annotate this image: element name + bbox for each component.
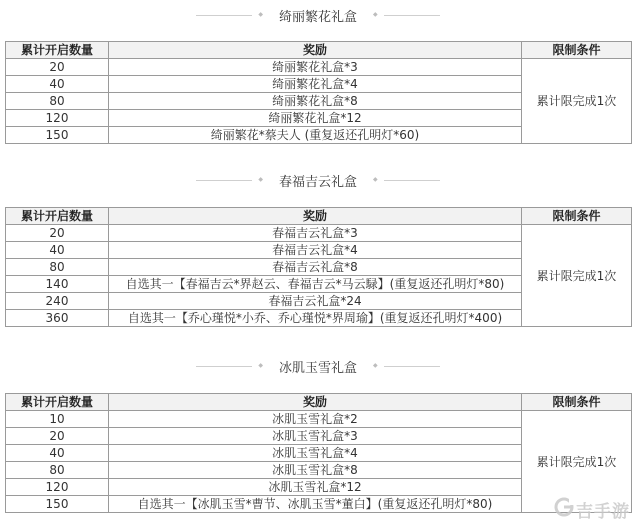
reward-table-1 bbox=[5, 41, 632, 144]
count-cell: 360 bbox=[6, 310, 109, 327]
reward-cell: 自选其一【乔心瑾悦*小乔、乔心瑾悦*界周瑜】(重复返还孔明灯*400) bbox=[109, 310, 522, 327]
section-title-2 bbox=[0, 167, 636, 193]
reward-cell: 春福吉云礼盒*3 bbox=[109, 225, 522, 242]
watermark-text: 吉手游 bbox=[576, 501, 630, 522]
count-cell: 120 bbox=[6, 479, 109, 496]
reward-cell: 绮丽繁花*蔡夫人 (重复返还孔明灯*60) bbox=[109, 127, 522, 144]
reward-cell: 自选其一【冰肌玉雪*曹节、冰肌玉雪*董白】(重复返还孔明灯*80) bbox=[109, 496, 522, 513]
reward-cell: 春福吉云礼盒*8 bbox=[109, 259, 522, 276]
table-row bbox=[6, 225, 632, 242]
title-divider-left bbox=[196, 180, 252, 181]
title-diamond-icon: ◆ bbox=[258, 362, 263, 369]
count-cell: 140 bbox=[6, 276, 109, 293]
title-diamond-icon: ◆ bbox=[373, 11, 378, 18]
table-row bbox=[6, 59, 632, 76]
header-count: 累计开启数量 bbox=[6, 42, 109, 59]
header-limit: 限制条件 bbox=[522, 394, 632, 411]
section-title-3 bbox=[0, 353, 636, 379]
title-diamond-icon: ◆ bbox=[373, 176, 378, 183]
reward-cell: 冰肌玉雪礼盒*2 bbox=[109, 411, 522, 428]
section-title-text: 春福吉云礼盒 bbox=[278, 174, 357, 190]
limit-cell: 累计限完成1次 bbox=[522, 411, 632, 513]
count-cell: 150 bbox=[6, 496, 109, 513]
reward-cell: 绮丽繁花礼盒*8 bbox=[109, 93, 522, 110]
title-diamond-icon: ◆ bbox=[258, 11, 263, 18]
reward-cell: 自选其一【春福吉云*界赵云、春福吉云*马云騄】(重复返还孔明灯*80) bbox=[109, 276, 522, 293]
reward-cell: 绮丽繁花礼盒*12 bbox=[109, 110, 522, 127]
count-cell: 40 bbox=[6, 76, 109, 93]
reward-cell: 冰肌玉雪礼盒*8 bbox=[109, 462, 522, 479]
header-count: 累计开启数量 bbox=[6, 208, 109, 225]
reward-table-2 bbox=[5, 207, 632, 327]
reward-cell: 冰肌玉雪礼盒*4 bbox=[109, 445, 522, 462]
table-header-row bbox=[6, 394, 632, 411]
title-divider-left bbox=[196, 366, 252, 367]
count-cell: 240 bbox=[6, 293, 109, 310]
header-reward: 奖励 bbox=[109, 42, 522, 59]
header-limit: 限制条件 bbox=[522, 208, 632, 225]
reward-cell: 绮丽繁花礼盒*4 bbox=[109, 76, 522, 93]
count-cell: 150 bbox=[6, 127, 109, 144]
count-cell: 40 bbox=[6, 445, 109, 462]
watermark bbox=[554, 498, 630, 520]
reward-cell: 春福吉云礼盒*24 bbox=[109, 293, 522, 310]
section-title-text: 绮丽繁花礼盒 bbox=[278, 9, 357, 25]
reward-cell: 冰肌玉雪礼盒*3 bbox=[109, 428, 522, 445]
count-cell: 120 bbox=[6, 110, 109, 127]
count-cell: 10 bbox=[6, 411, 109, 428]
section-title-1 bbox=[0, 2, 636, 28]
title-diamond-icon: ◆ bbox=[373, 362, 378, 369]
table-header-row bbox=[6, 208, 632, 225]
reward-cell: 冰肌玉雪礼盒*12 bbox=[109, 479, 522, 496]
reward-cell: 春福吉云礼盒*4 bbox=[109, 242, 522, 259]
count-cell: 80 bbox=[6, 259, 109, 276]
title-diamond-icon: ◆ bbox=[258, 176, 263, 183]
g-logo-icon bbox=[554, 497, 574, 521]
title-divider-left bbox=[196, 15, 252, 16]
count-cell: 80 bbox=[6, 93, 109, 110]
count-cell: 20 bbox=[6, 225, 109, 242]
limit-cell: 累计限完成1次 bbox=[522, 59, 632, 144]
limit-cell: 累计限完成1次 bbox=[522, 225, 632, 327]
header-reward: 奖励 bbox=[109, 208, 522, 225]
title-divider-right bbox=[384, 366, 440, 367]
section-title-text: 冰肌玉雪礼盒 bbox=[278, 360, 357, 376]
title-divider-right bbox=[384, 15, 440, 16]
table-row bbox=[6, 411, 632, 428]
count-cell: 20 bbox=[6, 428, 109, 445]
header-limit: 限制条件 bbox=[522, 42, 632, 59]
count-cell: 40 bbox=[6, 242, 109, 259]
count-cell: 20 bbox=[6, 59, 109, 76]
header-reward: 奖励 bbox=[109, 394, 522, 411]
reward-cell: 绮丽繁花礼盒*3 bbox=[109, 59, 522, 76]
table-header-row bbox=[6, 42, 632, 59]
count-cell: 80 bbox=[6, 462, 109, 479]
title-divider-right bbox=[384, 180, 440, 181]
reward-table-3 bbox=[5, 393, 632, 513]
header-count: 累计开启数量 bbox=[6, 394, 109, 411]
